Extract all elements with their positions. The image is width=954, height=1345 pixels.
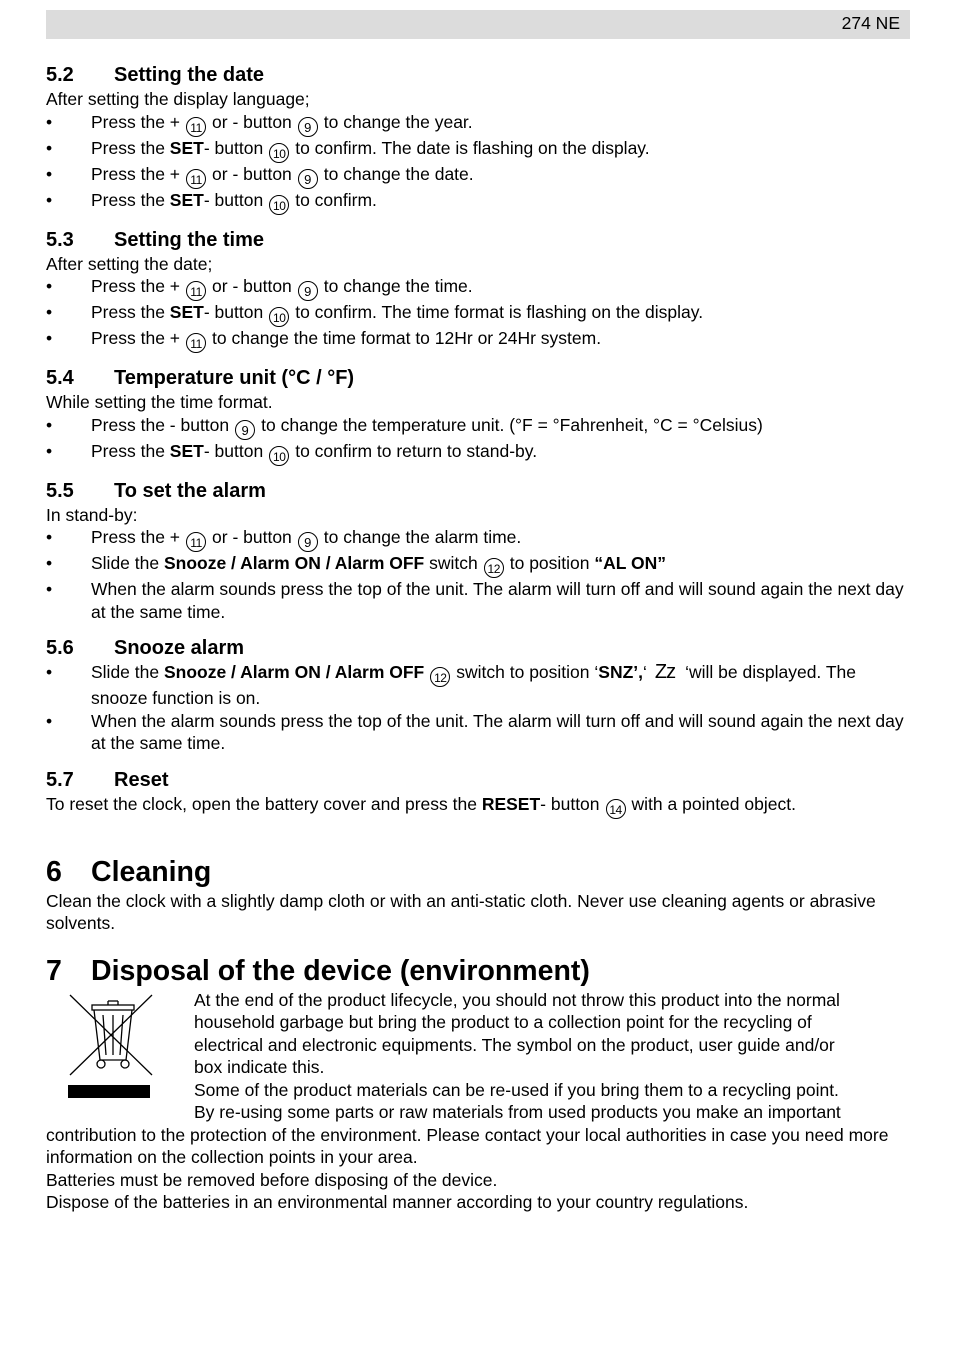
document-body bbox=[46, 62, 910, 1214]
callout-11-icon: 11 bbox=[186, 117, 206, 137]
callout-9-icon: 9 bbox=[298, 532, 318, 552]
section-intro: After setting the date; bbox=[46, 253, 213, 274]
section-heading-5-7: 5.7 Reset bbox=[46, 768, 169, 791]
reset-paragraph: To reset the clock, open the battery cover and press the RESET- button 14 with a pointed object. bbox=[46, 793, 796, 817]
chapter-heading-6: 6 Cleaning bbox=[46, 855, 212, 888]
section-intro: In stand-by: bbox=[46, 504, 138, 525]
section-heading-5-2: 5.2 Setting the date bbox=[46, 64, 265, 86]
disposal-line: electrical and electronic equipments. The symbol on the product, user guide and/or bbox=[194, 1034, 835, 1055]
section-intro: After setting the display language; bbox=[46, 89, 310, 109]
callout-11-icon: 11 bbox=[186, 281, 206, 301]
cleaning-paragraph: Clean the clock with a slightly damp cloth or with an anti-static cloth. Never use cleaning agents or abrasive solvents. bbox=[46, 890, 876, 933]
section-heading-5-5: 5.5 To set the alarm bbox=[46, 479, 266, 502]
callout-11-icon: 11 bbox=[186, 169, 206, 189]
callout-10-icon: 10 bbox=[269, 446, 289, 466]
batteries-disposal-text: Dispose of the batteries in an environmental manner according to your country regulations. bbox=[46, 1192, 749, 1212]
page-number: 274 NE bbox=[841, 13, 900, 33]
callout-9-icon: 9 bbox=[298, 169, 318, 189]
chapter-heading-7: 7 Disposal of the device (environment) bbox=[46, 954, 590, 987]
disposal-paragraph: contribution to the protection of the environment. Please contact your local authorities in case you need more information on the collection points in your area. bbox=[46, 1124, 889, 1167]
callout-11-icon: 11 bbox=[186, 333, 206, 353]
bullet-list bbox=[46, 661, 910, 755]
bullet-list bbox=[46, 111, 910, 215]
snooze-zz-icon: Zz bbox=[654, 661, 676, 683]
disposal-line: Some of the product materials can be re-used if you bring them to a recycling point. bbox=[194, 1079, 839, 1100]
callout-9-icon: 9 bbox=[298, 281, 318, 301]
list-item: • When the alarm sounds press the top of the unit. The alarm will turn off and will sound again the next day at the same time. bbox=[46, 710, 904, 753]
disposal-line: At the end of the product lifecycle, you should not throw this product into the normal bbox=[194, 989, 840, 1010]
bullet-list bbox=[46, 526, 910, 623]
batteries-removal-text: Batteries must be removed before disposing of the device. bbox=[46, 1169, 498, 1190]
callout-9-icon: 9 bbox=[235, 420, 255, 440]
callout-9-icon: 9 bbox=[298, 117, 318, 137]
callout-12-icon: 12 bbox=[484, 558, 504, 578]
disposal-line: By re-using some parts or raw materials from used products you make an important bbox=[194, 1102, 841, 1122]
list-item: • Press the - button 9 to change the temperature unit. (°F = °Fahrenheit, °C = °Celsius) bbox=[46, 414, 763, 438]
callout-11-icon: 11 bbox=[186, 532, 206, 552]
section-intro: While setting the time format. bbox=[46, 392, 273, 412]
bullet-list bbox=[46, 414, 910, 466]
callout-10-icon: 10 bbox=[269, 307, 289, 327]
list-item: • Press the SET- button 10 to confirm. bbox=[46, 189, 377, 213]
disposal-line: household garbage but bring the product to a collection point for the recycling of bbox=[194, 1012, 812, 1032]
list-item: • Press the SET- button 10 to confirm to return to stand-by. bbox=[46, 440, 538, 464]
list-item: • Press the + 11 or - button 9 to change the year. bbox=[46, 111, 473, 135]
weee-crossed-bin-icon bbox=[68, 993, 154, 1099]
list-item: • Press the + 11 to change the time format to 12Hr or 24Hr system. bbox=[46, 328, 602, 351]
callout-12-icon: 12 bbox=[430, 667, 450, 687]
list-item: • Press the + 11 or - button 9 to change the time. bbox=[46, 276, 473, 299]
callout-14-icon: 14 bbox=[606, 799, 626, 819]
callout-10-icon: 10 bbox=[269, 143, 289, 163]
section-heading-5-6: 5.6 Snooze alarm bbox=[46, 637, 245, 659]
section-heading-5-3: 5.3 Setting the time bbox=[46, 228, 265, 251]
callout-10-icon: 10 bbox=[269, 195, 289, 215]
list-item: • Slide the Snooze / Alarm ON / Alarm OFF switch 12 to position “AL ON” bbox=[46, 553, 666, 576]
page-header-bar bbox=[46, 10, 910, 39]
list-item: • Press the + 11 or - button 9 to change the alarm time. bbox=[46, 527, 522, 550]
disposal-section bbox=[46, 989, 910, 1214]
list-item: • When the alarm sounds press the top of the unit. The alarm will turn off and will sound again the next day at the same time. bbox=[46, 579, 904, 622]
disposal-line: box indicate this. bbox=[194, 1057, 325, 1077]
list-item: • Press the SET- button 10 to confirm. The time format is flashing on the display. bbox=[46, 302, 704, 325]
section-heading-5-4: 5.4 Temperature unit (°C / °F) bbox=[46, 367, 355, 389]
list-item: • Slide the Snooze / Alarm ON / Alarm OFF 12 switch to position ‘SNZ’,‘ Zz ‘will be displayed. The snooze function is on. bbox=[46, 661, 856, 708]
bullet-list bbox=[46, 275, 910, 353]
list-item: • Press the SET- button 10 to confirm. The date is flashing on the display. bbox=[46, 137, 650, 161]
list-item: • Press the + 11 or - button 9 to change the date. bbox=[46, 163, 474, 187]
